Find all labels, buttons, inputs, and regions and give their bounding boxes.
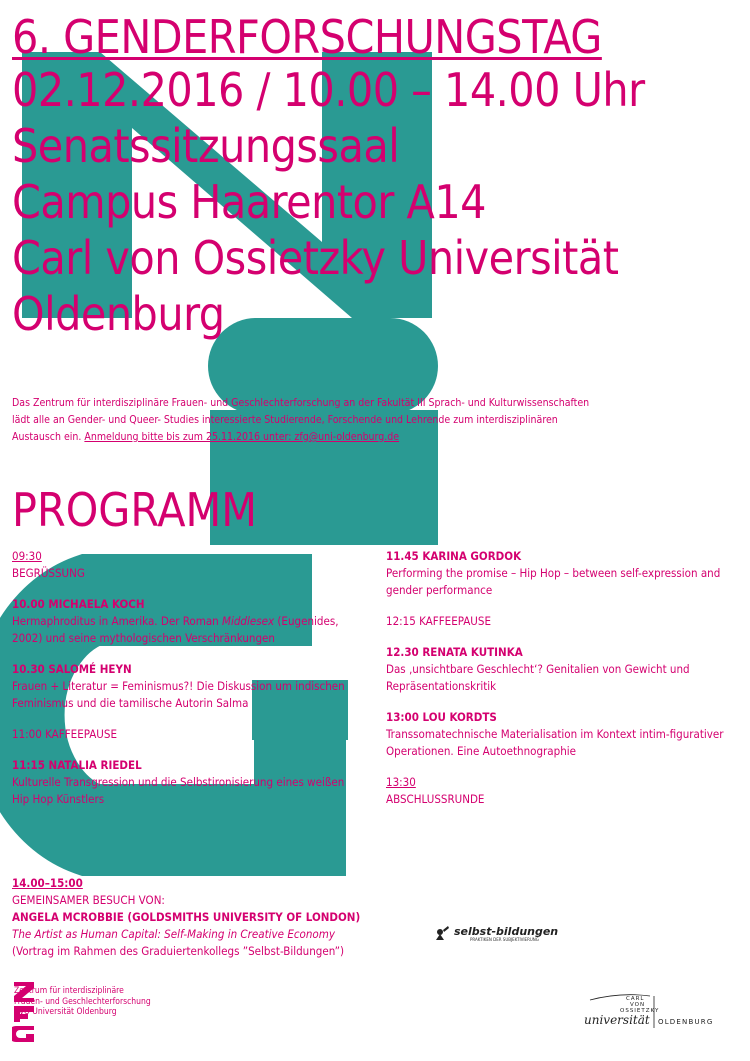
registration-link[interactable]: Anmeldung bitte bis zum 25.11.2016 unter: zfg@uni-oldenburg.de [84, 431, 400, 443]
selbst-bildungen-subtitle: PRAKTIKEN DER SUBJEKTIVIERUNG [470, 937, 539, 942]
program-item [386, 709, 736, 760]
program-item-desc [12, 613, 362, 647]
event-campus: Campus Haarentor A14 [12, 175, 486, 229]
program-item-title: 11:15 NATALIA RIEDEL [12, 758, 142, 772]
program-item-time: 13:30 [386, 775, 416, 789]
program-item [12, 757, 362, 808]
intro-paragraph [12, 395, 602, 446]
university-logo-city: OLDENBURG [658, 1018, 714, 1026]
intro-text: Das Zentrum für interdisziplinäre Frauen- und Geschlechterforschung an der Fakultät III Sprach- und Kulturwissenschaften lädt alle an Gender- und Queer- Studies interessierte Studierende, Forschende und Lehrende zum interdisziplinären Austausch ein. [12, 397, 590, 443]
university-logo-wordmark: universität [584, 1013, 650, 1027]
program-item-desc: Frauen + Literatur = Feminismus?! Die Diskussion um indischen Feminismus und die tamilische Autorin Salma [12, 679, 345, 710]
zfg-logo-line: Frauen- und Geschlechterforschung [14, 996, 151, 1007]
program-item [12, 661, 362, 712]
university-logo [580, 990, 730, 1030]
event-university: Carl von Ossietzky Universität [12, 231, 619, 285]
guest-speaker: ANGELA MCROBBIE (GOLDSMITHS UNIVERSITY OF LONDON) [12, 910, 361, 924]
program-item-desc: Kulturelle Transgression und die Selbstironisierung eines weißen Hip Hop Künstlers [12, 775, 345, 806]
program-item [386, 548, 736, 599]
event-city: Oldenburg [12, 287, 225, 341]
program-item [386, 613, 736, 630]
zfg-logo-line: CvO Universität Oldenburg [14, 1007, 117, 1017]
program-item-break: 11:00 KAFFEEPAUSE [12, 727, 117, 741]
guest-intro: GEMEINSAMER BESUCH VON: [12, 893, 165, 907]
program-item-title: 11.45 KARINA GORDOK [386, 549, 522, 563]
program-item-desc-pre: Hermaphroditus in Amerika. Der Roman [12, 614, 223, 628]
program-item-time: 09:30 [12, 549, 42, 563]
program-item [12, 596, 362, 647]
program-item [386, 774, 736, 808]
guest-talk-title: The Artist as Human Capital: Self-Making in Creative Economy [12, 927, 335, 941]
selbst-bildungen-figure-icon [436, 926, 449, 940]
university-logo-small: OSSIETZKY [620, 1008, 660, 1014]
program-item-desc: Das ‚unsichtbare Geschlecht‘? Genitalien von Gewicht und Repräsentationskritik [386, 662, 690, 693]
event-header [12, 12, 738, 342]
program-item-title: 13:00 LOU KORDTS [386, 710, 497, 724]
event-room: Senatssitzungssaal [12, 119, 400, 173]
program-item-desc: BEGRÜSSUNG [12, 566, 85, 580]
selbst-bildungen-wordmark: selbst-bildungen [454, 925, 559, 938]
university-logo-small: VON [630, 1002, 646, 1008]
program-item-desc-post: (Eugenides, 2002) und seine mythologischen Verschränkungen [12, 614, 339, 645]
guest-time: 14.00–15:00 [12, 876, 83, 890]
university-logo-small: CARL [626, 996, 645, 1002]
program-item [12, 726, 362, 743]
program-item-title: 10.00 MICHAELA KOCH [12, 597, 145, 611]
program-item-desc: ABSCHLUSSRUNDE [386, 792, 485, 806]
program-item-desc-em: Middlesex [222, 614, 275, 628]
program-item [12, 548, 362, 582]
guest-note: (Vortrag im Rahmen des Graduiertenkollegs ”Selbst-Bildungen”) [12, 944, 345, 958]
program-item-title: 10.30 SALOMÉ HEYN [12, 662, 132, 676]
program-item-break: 12:15 KAFFEEPAUSE [386, 614, 491, 628]
program-item-desc: Transsomatechnische Materialisation im Kontext intim-figurativer Operationen. Eine Autoethnographie [386, 727, 724, 758]
zfg-logo-line: Zentrum für interdisziplinäre [14, 986, 124, 996]
program-column-right [386, 548, 736, 822]
program-title: PROGRAMM [12, 483, 257, 537]
event-title: 6. GENDERFORSCHUNGSTAG [12, 10, 602, 64]
guest-lecture [12, 875, 512, 960]
program-item-desc: Performing the promise – Hip Hop – between self-expression and gender performance [386, 566, 721, 597]
program-item-title: 12.30 RENATA KUTINKA [386, 645, 523, 659]
event-date-time: 02.12.2016 / 10.00 – 14.00 Uhr [12, 63, 645, 117]
program-column-left [12, 548, 362, 822]
program-item [386, 644, 736, 695]
zfg-logo-text [14, 986, 194, 1018]
selbst-bildungen-logo [434, 920, 564, 946]
